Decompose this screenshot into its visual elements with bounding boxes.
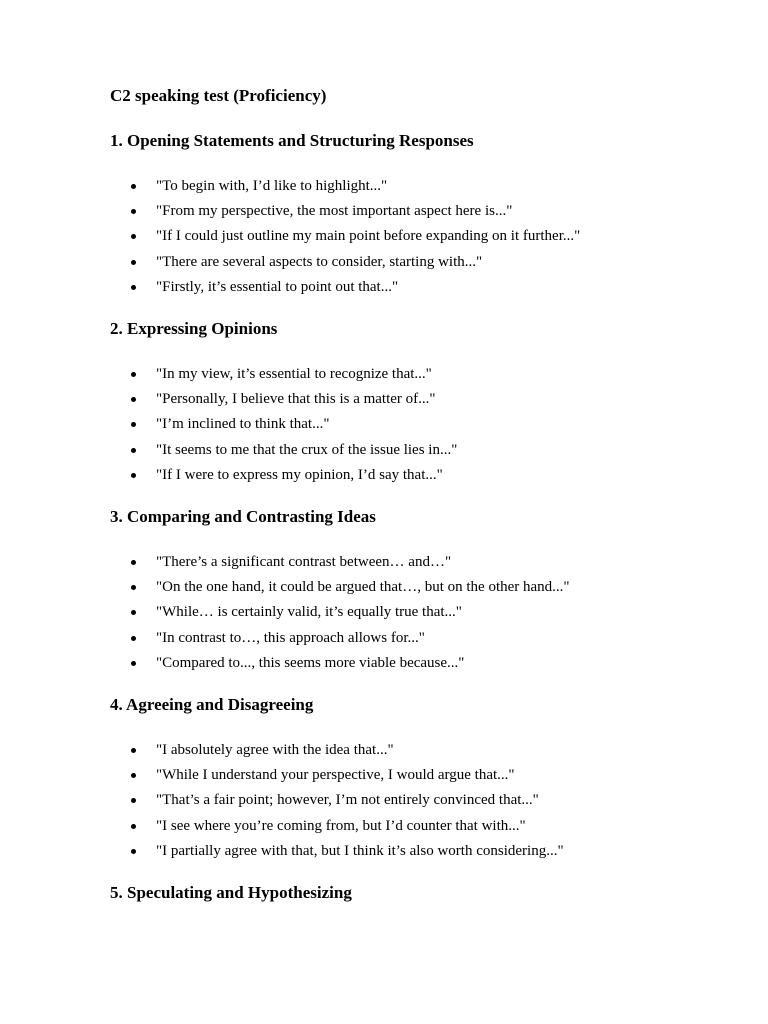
list-item [110, 741, 564, 766]
list-item [110, 629, 570, 654]
phrase-text: "From my perspective, the most important aspect here is..." [156, 203, 513, 220]
bullet-icon [131, 397, 136, 402]
section-heading-opening-statements: 1. Opening Statements and Structuring Responses [110, 131, 474, 150]
bullet-icon [131, 824, 136, 829]
section-heading-comparing-contrasting: 3. Comparing and Contrasting Ideas [110, 507, 376, 526]
list-item [110, 817, 564, 842]
list-item [110, 227, 580, 252]
bullet-icon [131, 585, 136, 590]
section-heading-agreeing-disagreeing: 4. Agreeing and Disagreeing [110, 695, 314, 714]
phrase-text: "That’s a fair point; however, I’m not entirely convinced that..." [156, 792, 539, 809]
bullet-icon [131, 260, 136, 265]
bullet-icon [131, 610, 136, 615]
list-item [110, 466, 457, 491]
phrase-text: "Firstly, it’s essential to point out that..." [156, 278, 399, 295]
bullet-icon [131, 773, 136, 778]
phrase-text: "I’m inclined to think that..." [156, 416, 330, 433]
phrase-text: "If I were to express my opinion, I’d say that..." [156, 466, 443, 483]
phrase-text: "It seems to me that the crux of the issue lies in..." [156, 441, 458, 458]
phrase-text: "I see where you’re coming from, but I’d counter that with..." [156, 817, 526, 834]
bullet-icon [131, 422, 136, 427]
list-item [110, 177, 580, 202]
phrase-text: "Compared to..., this seems more viable because..." [156, 654, 465, 671]
list-item [110, 654, 570, 679]
phrase-list-expressing-opinions [110, 365, 457, 491]
document-title: C2 speaking test (Proficiency) [110, 86, 327, 105]
list-item [110, 390, 457, 415]
list-item [110, 578, 570, 603]
bullet-icon [131, 209, 136, 214]
phrase-text: "I absolutely agree with the idea that..." [156, 742, 394, 758]
list-item [110, 842, 564, 867]
phrase-text: "To begin with, I’d like to highlight..." [156, 178, 388, 194]
list-item [110, 553, 570, 578]
phrase-text: "In contrast to…, this approach allows for..." [156, 629, 425, 646]
phrase-text: "There’s a significant contrast between… and…" [156, 554, 452, 570]
phrase-text: "While I understand your perspective, I would argue that..." [156, 767, 515, 784]
phrase-list-comparing-contrasting [110, 553, 570, 679]
section-heading-speculating-hypothesizing: 5. Speculating and Hypothesizing [110, 883, 352, 902]
list-item [110, 415, 457, 440]
phrase-text: "While… is certainly valid, it’s equally true that..." [156, 604, 462, 621]
phrase-list-opening-statements [110, 177, 580, 303]
list-item [110, 603, 570, 628]
phrase-text: "Personally, I believe that this is a matter of..." [156, 391, 436, 408]
bullet-icon [131, 372, 136, 377]
bullet-icon [131, 748, 136, 753]
bullet-icon [131, 234, 136, 239]
phrase-text: "There are several aspects to consider, starting with..." [156, 253, 483, 270]
phrase-list-agreeing-disagreeing [110, 741, 564, 867]
bullet-icon [131, 285, 136, 290]
list-item [110, 253, 580, 278]
list-item [110, 791, 564, 816]
list-item [110, 202, 580, 227]
bullet-icon [131, 473, 136, 478]
list-item [110, 365, 457, 390]
list-item [110, 278, 580, 303]
list-item [110, 441, 457, 466]
phrase-text: "On the one hand, it could be argued that…, but on the other hand..." [156, 579, 570, 596]
bullet-icon [131, 661, 136, 666]
phrase-text: "If I could just outline my main point before expanding on it further..." [156, 228, 581, 245]
bullet-icon [131, 448, 136, 453]
bullet-icon [131, 636, 136, 641]
section-heading-expressing-opinions: 2. Expressing Opinions [110, 319, 278, 338]
bullet-icon [131, 184, 136, 189]
bullet-icon [131, 560, 136, 565]
phrase-text: "I partially agree with that, but I think it’s also worth considering..." [156, 842, 564, 859]
phrase-text: "In my view, it’s essential to recognize that..." [156, 366, 432, 382]
list-item [110, 766, 564, 791]
bullet-icon [131, 849, 136, 854]
bullet-icon [131, 798, 136, 803]
